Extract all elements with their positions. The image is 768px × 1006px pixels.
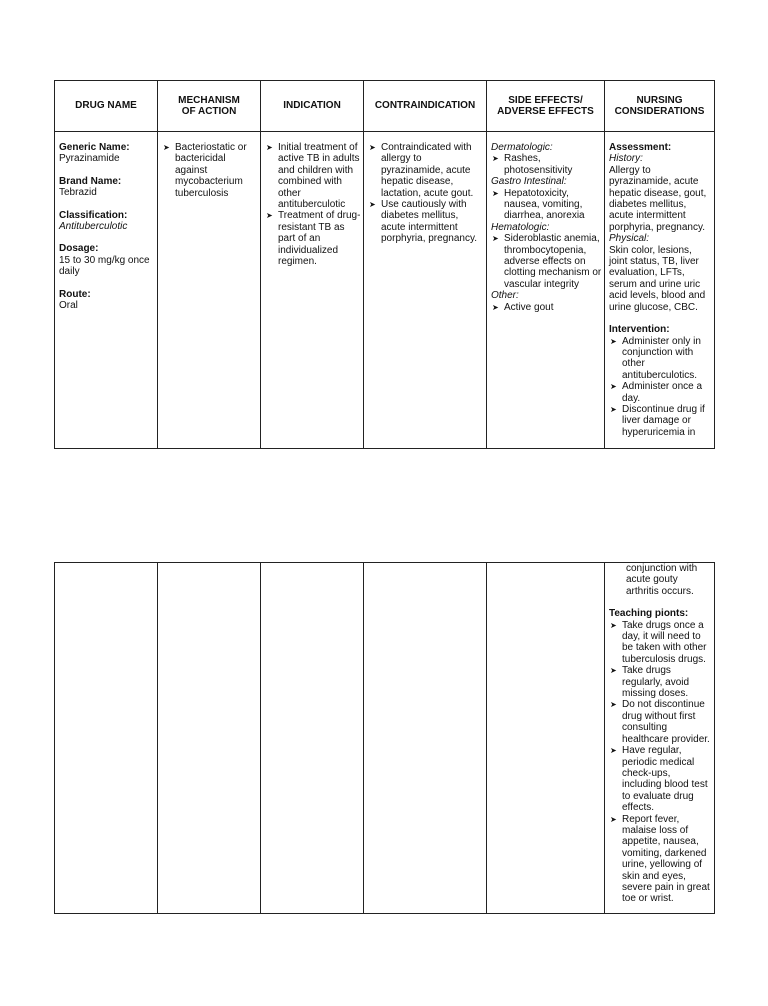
physical-label: Physical: <box>609 233 650 245</box>
brand-name-label: Brand Name: <box>59 175 122 187</box>
nursing-continued-cell <box>605 563 715 914</box>
teaching-point-item: ➤ Take drugs once a day, it will need to be taken with other tuberculosis drugs. <box>609 620 712 666</box>
empty-cell <box>364 563 487 914</box>
side-effect-item: ➤ Hepatotoxicity, nausea, vomiting, diarrhea, anorexia <box>491 188 602 222</box>
intervention-continued-text: conjunction with acute gouty arthritis occurs. <box>626 563 698 597</box>
mechanism-item: ➤ Bacteriostatic or bactericidal against mycobacterium tuberculosis <box>162 142 258 199</box>
header-drug-name-text: DRUG NAME <box>75 100 137 112</box>
mechanism-cell <box>158 132 261 449</box>
route-label: Route: <box>59 288 91 300</box>
header-mechanism-text: MECHANISM OF ACTION <box>178 94 240 117</box>
indication-item: ➤ Initial treatment of active TB in adults and children with combined with other antituberculotic <box>265 142 361 210</box>
nursing-cell <box>605 132 715 449</box>
brand-name-value: Tebrazid <box>59 187 97 199</box>
header-contraindication <box>364 81 487 132</box>
drug-name-cell <box>55 132 158 449</box>
indication-item: ➤ Treatment of drug-resistant TB as part of an individualized regimen. <box>265 210 361 267</box>
route-value: Oral <box>59 300 78 312</box>
hematologic-label: Hematologic: <box>491 221 550 233</box>
intervention-item: ➤ Administer only in conjunction with other antituberculotics. <box>609 336 712 382</box>
physical-text: Skin color, lesions, joint status, TB, liver evaluation, LFTs, serum and urine uric acid levels, blood and urine glucose, CBC. <box>609 244 706 313</box>
empty-cell <box>158 563 261 914</box>
dermatologic-list <box>491 153 602 176</box>
teaching-point-item: ➤ Take drugs regularly, avoid missing doses. <box>609 665 712 699</box>
header-contraindication-text: CONTRAINDICATION <box>374 100 476 112</box>
hematologic-list <box>491 233 602 290</box>
dermatologic-label: Dermatologic: <box>491 142 553 153</box>
empty-cell <box>261 563 364 914</box>
teaching-points-label: Teaching pionts: <box>609 608 689 620</box>
side-effect-item: ➤ Sideroblastic anemia, thrombocytopenia, adverse effects on clotting mechanism or vascular integrity <box>491 233 602 290</box>
teaching-points-list <box>609 620 712 905</box>
intervention-label: Intervention: <box>609 324 670 336</box>
indication-cell <box>261 132 364 449</box>
mechanism-list <box>162 142 258 199</box>
history-text: Allergy to pyrazinamide, acute hepatic disease, gout, diabetes mellitus, acute intermittent porphyria, pregnancy. <box>609 164 707 233</box>
other-list <box>491 302 602 313</box>
intervention-list <box>609 336 712 439</box>
side-effects-cell <box>487 132 605 449</box>
indication-list <box>265 142 361 267</box>
header-side-effects-text: SIDE EFFECTS/ ADVERSE EFFECTS <box>497 94 594 117</box>
drug-study-table-page-1 <box>54 80 715 449</box>
drug-row <box>55 132 715 449</box>
header-side-effects <box>487 81 605 132</box>
contraindication-item: ➤ Contraindicated with allergy to pyrazinamide, acute hepatic disease, lactation, acute gout. <box>368 142 484 199</box>
generic-name-value: Pyrazinamide <box>59 153 120 165</box>
intervention-item: ➤ Discontinue drug if liver damage or hyperuricemia in <box>609 404 712 438</box>
classification-value: Antituberculotic <box>59 221 128 233</box>
continuation-row <box>55 563 715 914</box>
empty-cell <box>55 563 158 914</box>
gastro-intestinal-list <box>491 188 602 222</box>
contraindication-item: ➤ Use cautiously with diabetes mellitus, acute intermittent porphyria, pregnancy. <box>368 199 484 245</box>
teaching-point-item: ➤ Report fever, malaise loss of appetite, nausea, vomiting, darkened urine, yellowing of skin and eyes, severe pain in great toe or wrist. <box>609 814 712 905</box>
other-label: Other: <box>491 290 519 302</box>
header-row <box>55 81 715 132</box>
side-effect-item: ➤ Rashes, photosensitivity <box>491 153 602 176</box>
classification-label: Classification: <box>59 209 128 221</box>
contraindication-list <box>368 142 484 245</box>
gastro-intestinal-label: Gastro Intestinal: <box>491 176 567 188</box>
teaching-point-item: ➤ Have regular, periodic medical check-ups, including blood test to evaluate drug effects. <box>609 745 712 813</box>
drug-study-table-page-2 <box>54 562 715 914</box>
header-drug-name <box>55 81 158 132</box>
dosage-label: Dosage: <box>59 243 99 255</box>
header-indication-text: INDICATION <box>283 100 341 112</box>
empty-cell <box>487 563 605 914</box>
header-indication <box>261 81 364 132</box>
contraindication-cell <box>364 132 487 449</box>
generic-name-label: Generic Name: <box>59 142 130 153</box>
history-label: History: <box>609 153 643 165</box>
intervention-item: ➤ Administer once a day. <box>609 381 712 404</box>
dosage-value: 15 to 30 mg/kg once daily <box>59 254 150 278</box>
assessment-label: Assessment: <box>609 142 672 153</box>
header-nursing-text: NURSING CONSIDERATIONS <box>614 94 705 117</box>
header-nursing <box>605 81 715 132</box>
side-effect-item: ➤ Active gout <box>491 302 602 313</box>
header-mechanism <box>158 81 261 132</box>
teaching-point-item: ➤ Do not discontinue drug without first consulting healthcare provider. <box>609 699 712 745</box>
